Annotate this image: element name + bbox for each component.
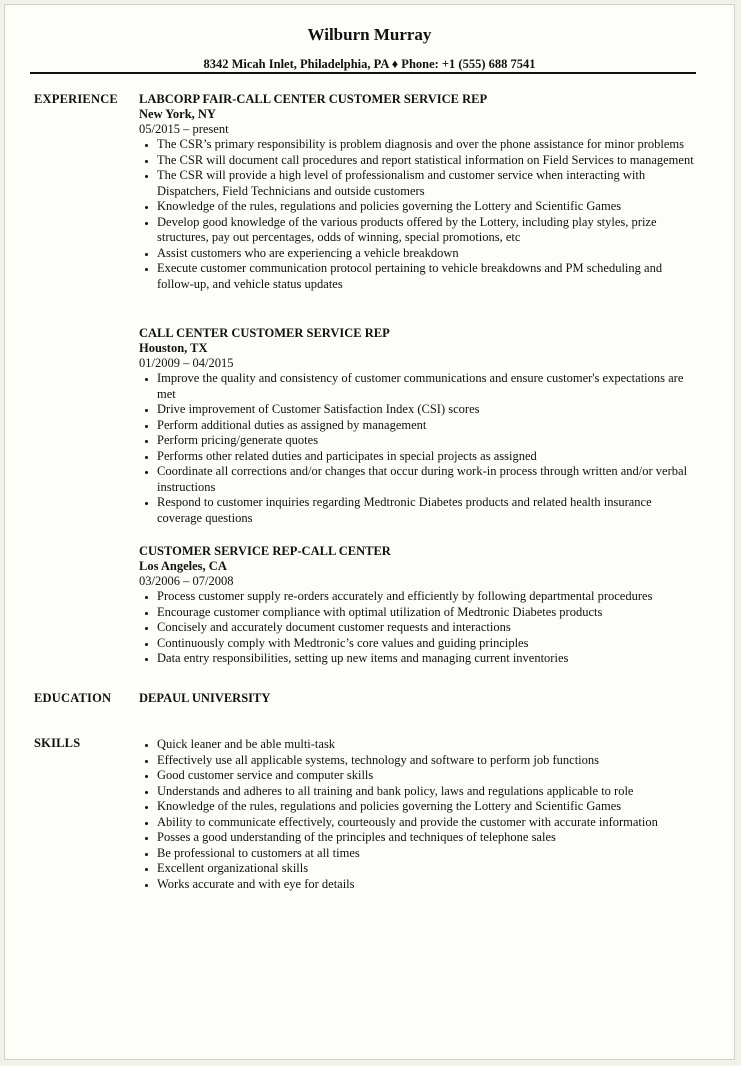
job-title: CALL CENTER CUSTOMER SERVICE REP (139, 326, 390, 340)
job-entry (139, 91, 699, 292)
list-item: • Performs other related duties and participates in special projects as assigned (157, 449, 699, 465)
list-item: • Knowledge of the rules, regulations and policies governing the Lottery and Scientific Games (157, 799, 699, 815)
job-location: Houston, TX (139, 341, 208, 355)
list-item: • The CSR will provide a high level of professionalism and customer service when interacting with Dispatchers, Field Technicians and outside customers (157, 168, 699, 199)
job-dates: 05/2015 – present (139, 122, 229, 136)
list-item: • Coordinate all corrections and/or changes that occur during work-in process through written and/or verbal instructions (157, 464, 699, 495)
list-item: • Knowledge of the rules, regulations and policies governing the Lottery and Scientific Games (157, 199, 699, 215)
list-item: • Posses a good understanding of the principles and techniques of telephone sales (157, 830, 699, 846)
list-item: • Effectively use all applicable systems, technology and software to perform job functions (157, 753, 699, 769)
list-item: • Concisely and accurately document customer requests and interactions (157, 620, 699, 636)
list-item: • Execute customer communication protocol pertaining to vehicle breakdowns and PM scheduling and follow-up, and vehicle status updates (157, 261, 699, 292)
list-item: • The CSR will document call procedures and report statistical information on Field Services to management (157, 153, 699, 169)
list-item: • Be professional to customers at all times (157, 846, 699, 862)
job-title: LABCORP FAIR-CALL CENTER CUSTOMER SERVICE REP (139, 92, 488, 106)
list-item: • Data entry responsibilities, setting up new items and managing current inventories (157, 651, 699, 667)
list-item: • Respond to customer inquiries regarding Medtronic Diabetes products and related health insurance coverage questions (157, 495, 699, 526)
job-location: New York, NY (139, 107, 216, 121)
education-school: DEPAUL UNIVERSITY (139, 691, 271, 705)
candidate-name: Wilburn Murray (307, 25, 432, 44)
job-location: Los Angeles, CA (139, 559, 227, 573)
list-item: • Process customer supply re-orders accurately and efficiently by following departmental procedures (157, 589, 699, 605)
list-item: • Improve the quality and consistency of customer communications and ensure customer's expectations are met (157, 371, 699, 402)
list-item: • Perform pricing/generate quotes (157, 433, 699, 449)
list-item: • Perform additional duties as assigned by management (157, 418, 699, 434)
list-item: • The CSR’s primary responsibility is problem diagnosis and over the phone assistance for minor problems (157, 137, 699, 153)
header-divider (30, 72, 696, 74)
list-item: • Ability to communicate effectively, courteously and provide the customer with accurate information (157, 815, 699, 831)
job-dates: 03/2006 – 07/2008 (139, 574, 234, 588)
job-entry (139, 325, 699, 526)
job-entry (139, 543, 699, 667)
list-item: • Drive improvement of Customer Satisfaction Index (CSI) scores (157, 402, 699, 418)
section-label-education: EDUCATION (34, 691, 112, 705)
skills-list (139, 737, 699, 892)
job-bullets (139, 589, 699, 667)
list-item: • Excellent organizational skills (157, 861, 699, 877)
skills-section (139, 737, 699, 892)
list-item: • Good customer service and computer skills (157, 768, 699, 784)
job-dates: 01/2009 – 04/2015 (139, 356, 234, 370)
list-item: • Assist customers who are experiencing a vehicle breakdown (157, 246, 699, 262)
job-title: CUSTOMER SERVICE REP-CALL CENTER (139, 544, 391, 558)
list-item: • Quick leaner and be able multi-task (157, 737, 699, 753)
list-item: • Works accurate and with eye for details (157, 877, 699, 893)
job-bullets (139, 137, 699, 292)
contact-line: 8342 Micah Inlet, Philadelphia, PA ♦ Phone: +1 (555) 688 7541 (203, 57, 536, 71)
list-item: • Develop good knowledge of the various products offered by the Lottery, including play styles, prize structures, pay out percentages, odds of winning, special promotions, etc (157, 215, 699, 246)
job-bullets (139, 371, 699, 526)
section-label-experience: EXPERIENCE (34, 92, 118, 106)
list-item: • Understands and adheres to all training and bank policy, laws and regulations applicable to role (157, 784, 699, 800)
list-item: • Continuously comply with Medtronic’s core values and guiding principles (157, 636, 699, 652)
section-label-skills: SKILLS (34, 736, 81, 750)
list-item: • Encourage customer compliance with optimal utilization of Medtronic Diabetes products (157, 605, 699, 621)
resume-page (4, 4, 735, 1060)
